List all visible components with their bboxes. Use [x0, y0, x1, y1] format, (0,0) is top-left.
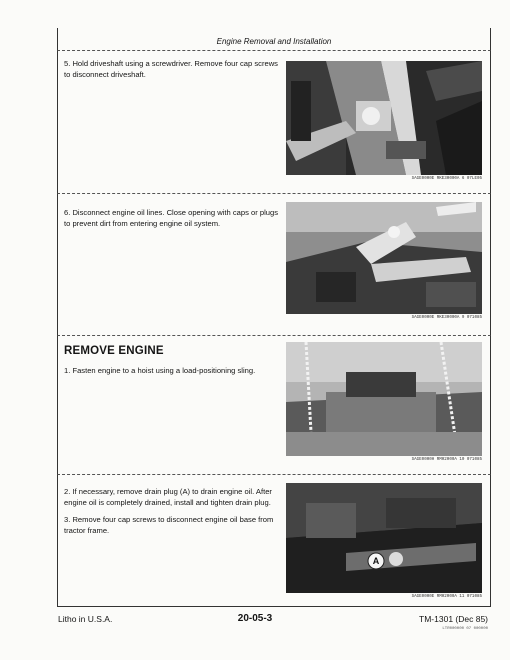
- step-5-paragraph: 5. Hold driveshaft using a screwdriver. Remove four cap screws to disconnect driveshaft.: [64, 59, 278, 79]
- oil-lines-photo: [286, 202, 482, 314]
- drain-plug-section: [57, 475, 491, 607]
- header-title: Engine Removal and Installation: [216, 37, 332, 46]
- remove-engine-text: [64, 345, 282, 383]
- hoist-photo-box: [286, 342, 482, 462]
- oil-lines-photo-box: [286, 202, 482, 320]
- footer-manual-id: TM-1301 (Dec 85): [419, 614, 488, 624]
- driveshaft-photo-box: [286, 61, 482, 181]
- drain-plug-photo-box: [286, 483, 482, 599]
- driveshaft-photo-caption: SAGE0000E RKE30000A 6 07LE05: [411, 177, 482, 181]
- drain-plug-text: [64, 487, 282, 543]
- step-6-text: [64, 208, 282, 236]
- footer-page-number: 20-05-3: [237, 613, 273, 624]
- drain-plug-photo: [286, 483, 482, 593]
- oil-lines-photo-caption: SAGE0000E RKE30000A 9 071085: [411, 316, 482, 320]
- remove-engine-section: [57, 336, 491, 475]
- step-3-paragraph: 3. Remove four cap screws to disconnect engine oil base from tractor frame.: [64, 515, 274, 535]
- drain-plug-label: A: [372, 556, 380, 566]
- driveshaft-photo: [286, 61, 482, 175]
- step-5-text: [64, 59, 282, 87]
- drain-plug-photo-caption: SAGE0000E RM02000A 11 071085: [411, 595, 482, 599]
- step-6-section: [57, 194, 491, 336]
- footer-code: LTR000000 07 000000: [442, 627, 488, 631]
- step-5-section: [57, 51, 491, 194]
- step-2-paragraph: 2. If necessary, remove drain plug (A) to drain engine oil. After engine oil is completely drained, install and tighten drain plug.: [64, 487, 272, 507]
- remove-engine-heading: REMOVE ENGINE: [64, 345, 164, 357]
- footer-litho: Litho in U.S.A.: [58, 614, 113, 624]
- step-6-paragraph: 6. Disconnect engine oil lines. Close opening with caps or plugs to prevent dirt from entering engine oil system.: [64, 208, 279, 228]
- page-header: [57, 28, 491, 51]
- step-1-paragraph: 1. Fasten engine to a hoist using a load-positioning sling.: [64, 365, 256, 375]
- hoist-photo-caption: SAGE0000H RM02000A 10 071085: [411, 458, 482, 462]
- hoist-photo: [286, 342, 482, 456]
